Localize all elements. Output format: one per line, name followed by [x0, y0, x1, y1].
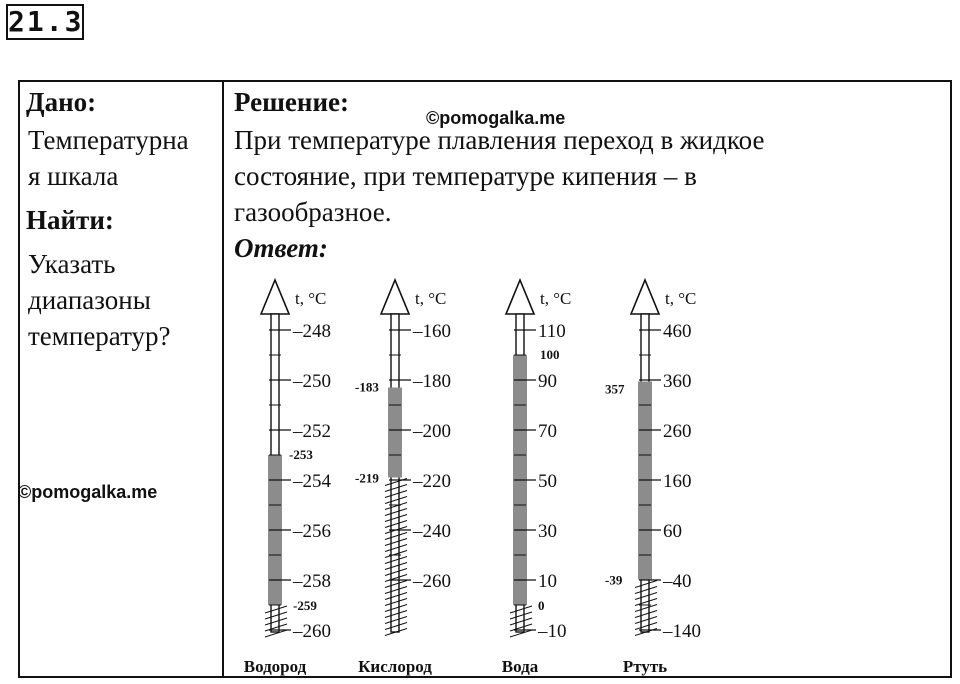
- tick-label-3: 460: [663, 321, 692, 342]
- arrow-head-3: [631, 280, 659, 314]
- tick-label-0: –260: [293, 621, 331, 642]
- answer-label: Ответ:: [234, 233, 328, 263]
- find-line-2: диапазоны: [28, 285, 151, 315]
- solution-line-2: состояние, при температуре кипения – в: [234, 161, 697, 191]
- boiling-label-3: 357: [605, 381, 625, 397]
- solution-label: Решение:: [234, 87, 349, 117]
- arrow-head-1: [381, 280, 409, 314]
- melting-label-3: -39: [605, 572, 623, 588]
- substance-name-3: Ртуть: [622, 657, 668, 676]
- tick-label-2: 70: [538, 421, 557, 442]
- tick-label-0: –248: [293, 321, 331, 342]
- tick-label-2: 110: [538, 321, 566, 342]
- tick-label-1: –200: [413, 421, 451, 442]
- tick-label-2: 50: [538, 471, 557, 492]
- arrow-head-2: [506, 280, 534, 314]
- tick-label-2: 90: [538, 371, 557, 392]
- melting-label-2: 0: [538, 598, 545, 613]
- tick-label-1: –260: [413, 571, 451, 592]
- axis-label-0: t, °C: [295, 289, 327, 308]
- given-line-2: я шкала: [28, 161, 119, 191]
- boiling-label-1: -183: [355, 379, 379, 395]
- axis-label-3: t, °C: [665, 289, 697, 308]
- tick-label-3: 60: [663, 521, 682, 542]
- boiling-label-2: 100: [540, 347, 560, 362]
- solution-line-1: При температуре плавления переход в жидкое: [234, 125, 765, 155]
- liquid-range-1: [388, 388, 402, 478]
- tick-label-2: 30: [538, 521, 557, 542]
- tick-label-0: –256: [293, 521, 331, 542]
- tick-label-0: –252: [293, 421, 331, 442]
- given-line-1: Температурна: [28, 125, 189, 155]
- find-line-1: Указать: [28, 249, 116, 279]
- given-label: Дано:: [26, 87, 97, 117]
- find-label: Найти:: [26, 205, 114, 235]
- tick-label-3: 260: [663, 421, 692, 442]
- watermark-top: ©pomogalka.me: [426, 108, 566, 128]
- tick-label-0: –258: [293, 571, 331, 592]
- tick-label-3: –40: [663, 571, 692, 592]
- arrow-head-0: [261, 280, 289, 314]
- substance-name-0: Водород: [243, 657, 307, 676]
- find-line-3: температур?: [28, 321, 171, 351]
- tick-label-0: –254: [293, 471, 331, 492]
- tick-label-0: –250: [293, 371, 331, 392]
- thermometer-diagram: [230, 270, 750, 680]
- tick-label-3: 160: [663, 471, 692, 492]
- tick-label-3: 360: [663, 371, 692, 392]
- tick-label-2: –10: [538, 621, 567, 642]
- melting-label-1: -219: [355, 470, 379, 486]
- substance-name-2: Вода: [501, 657, 539, 676]
- axis-label-1: t, °C: [415, 289, 447, 308]
- substance-name-1: Кислород: [358, 657, 432, 676]
- tick-label-1: –240: [413, 521, 451, 542]
- watermark-left: ©pomogalka.me: [18, 482, 158, 502]
- table-divider: [222, 80, 224, 678]
- tick-label-1: –220: [413, 471, 451, 492]
- tick-label-1: –180: [413, 371, 451, 392]
- tick-label-3: –140: [663, 621, 701, 642]
- tick-label-2: 10: [538, 571, 557, 592]
- solution-line-3: газообразное.: [234, 197, 392, 227]
- tick-label-1: –160: [413, 321, 451, 342]
- boiling-label-0: -253: [289, 447, 313, 462]
- axis-label-2: t, °C: [540, 289, 572, 308]
- melting-label-0: -259: [293, 598, 317, 613]
- task-number: 21.3: [8, 5, 84, 38]
